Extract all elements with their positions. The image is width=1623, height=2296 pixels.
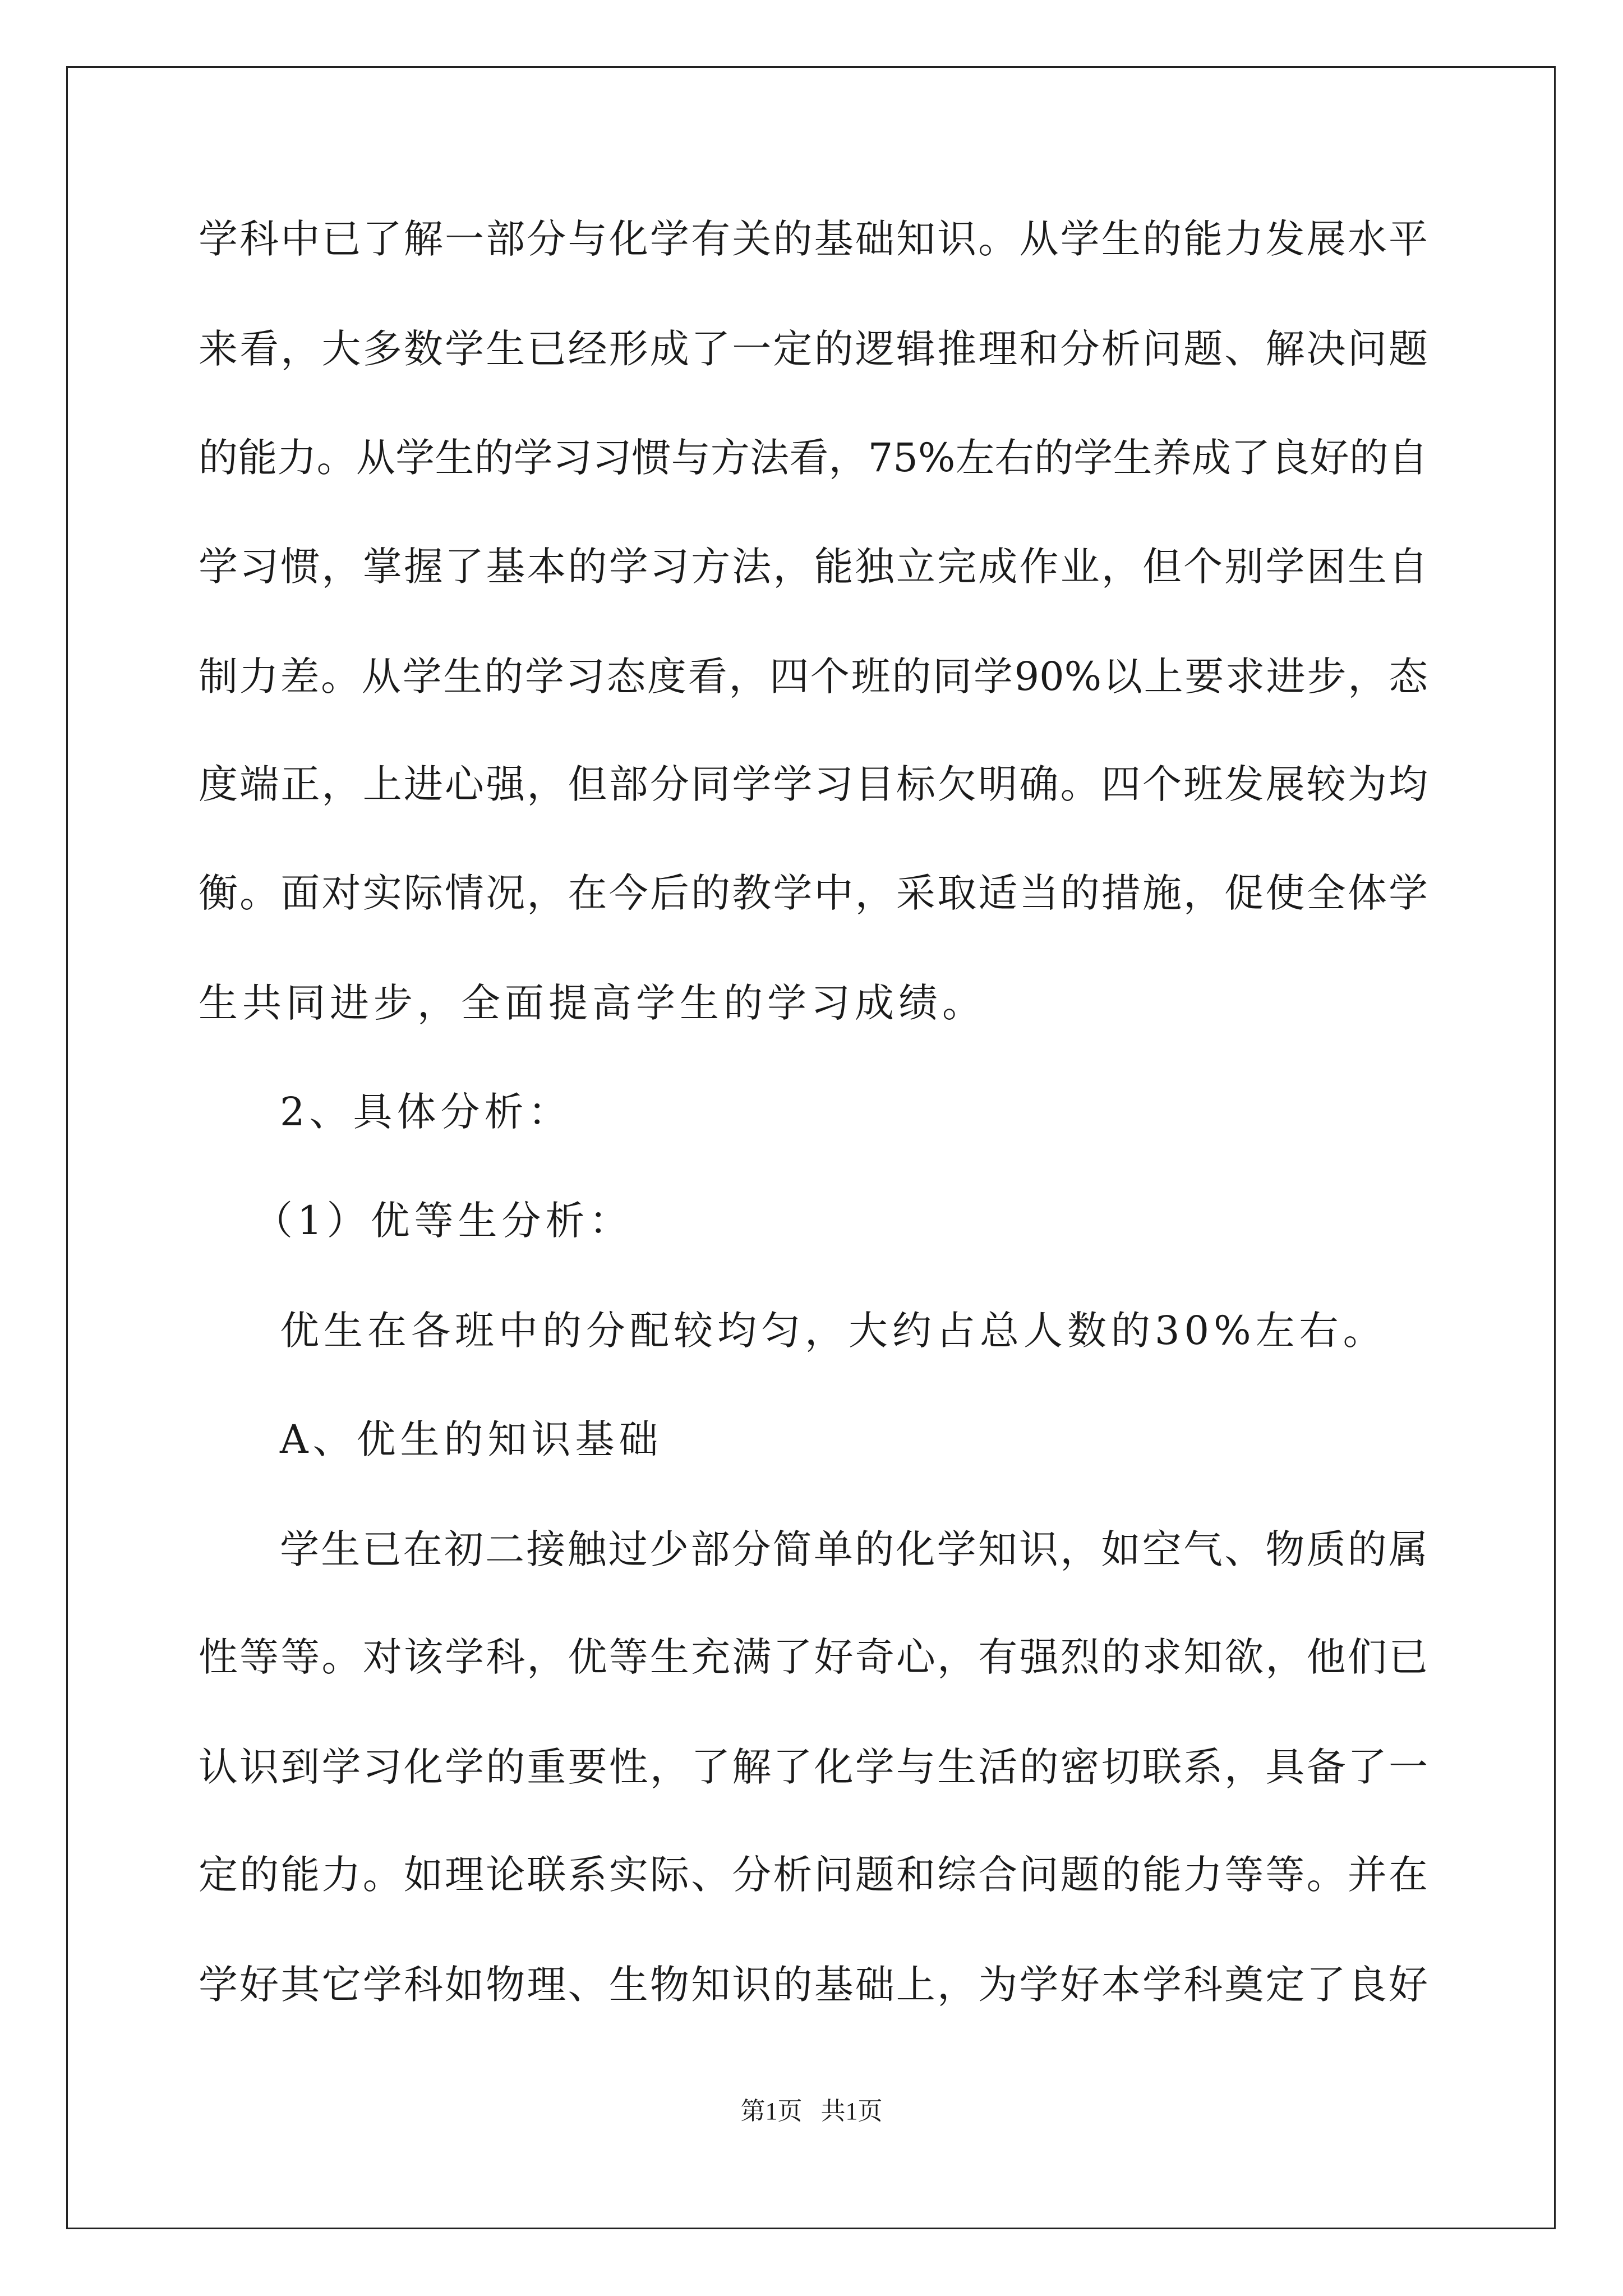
body-text-line: 定的能力。如理论联系实际、分析问题和综合问题的能力等等。并在 — [199, 1852, 1428, 1898]
body-text-line: 优生在各班中的分配较均匀，大约占总人数的30%左右。 — [280, 1308, 1387, 1354]
body-text-line: 来看，大多数学生已经形成了一定的逻辑推理和分析问题、解决问题 — [199, 326, 1428, 372]
body-text-line: 学好其它学科如物理、生物知识的基础上，为学好本学科奠定了良好 — [199, 1962, 1428, 2008]
subsection-heading: A、优生的知识基础 — [280, 1416, 663, 1462]
body-text-line: 性等等。对该学科，优等生充满了好奇心，有强烈的求知欲，他们已 — [199, 1634, 1428, 1680]
body-text-line: 度端正，上进心强，但部分同学学习目标欠明确。四个班发展较为均 — [199, 761, 1428, 807]
body-text-line: 生共同进步，全面提高学生的学习成绩。 — [199, 980, 986, 1026]
subsection-heading: （1）优等生分析： — [253, 1198, 633, 1244]
body-text-line: 学习惯，掌握了基本的学习方法，能独立完成作业，但个别学困生自 — [199, 544, 1428, 590]
body-text-line: 认识到学习化学的重要性，了解了化学与生活的密切联系，具备了一 — [199, 1744, 1428, 1790]
body-text-line: 衡。面对实际情况，在今后的教学中，采取适当的措施，促使全体学 — [199, 870, 1428, 916]
section-heading: 2、具体分析： — [280, 1089, 572, 1135]
page-footer: 第1页 共1页 — [740, 2097, 883, 2125]
body-text-line: 的能力。从学生的学习习惯与方法看，75%左右的学生养成了良好的自 — [199, 435, 1428, 481]
page-border — [66, 66, 1556, 2229]
body-text-line: 学科中已了解一部分与化学有关的基础知识。从学生的能力发展水平 — [199, 216, 1428, 262]
body-text-line: 学生已在初二接触过少部分简单的化学知识，如空气、物质的属 — [280, 1526, 1428, 1572]
body-text-line: 制力差。从学生的学习态度看，四个班的同学90%以上要求进步，态 — [199, 654, 1428, 700]
